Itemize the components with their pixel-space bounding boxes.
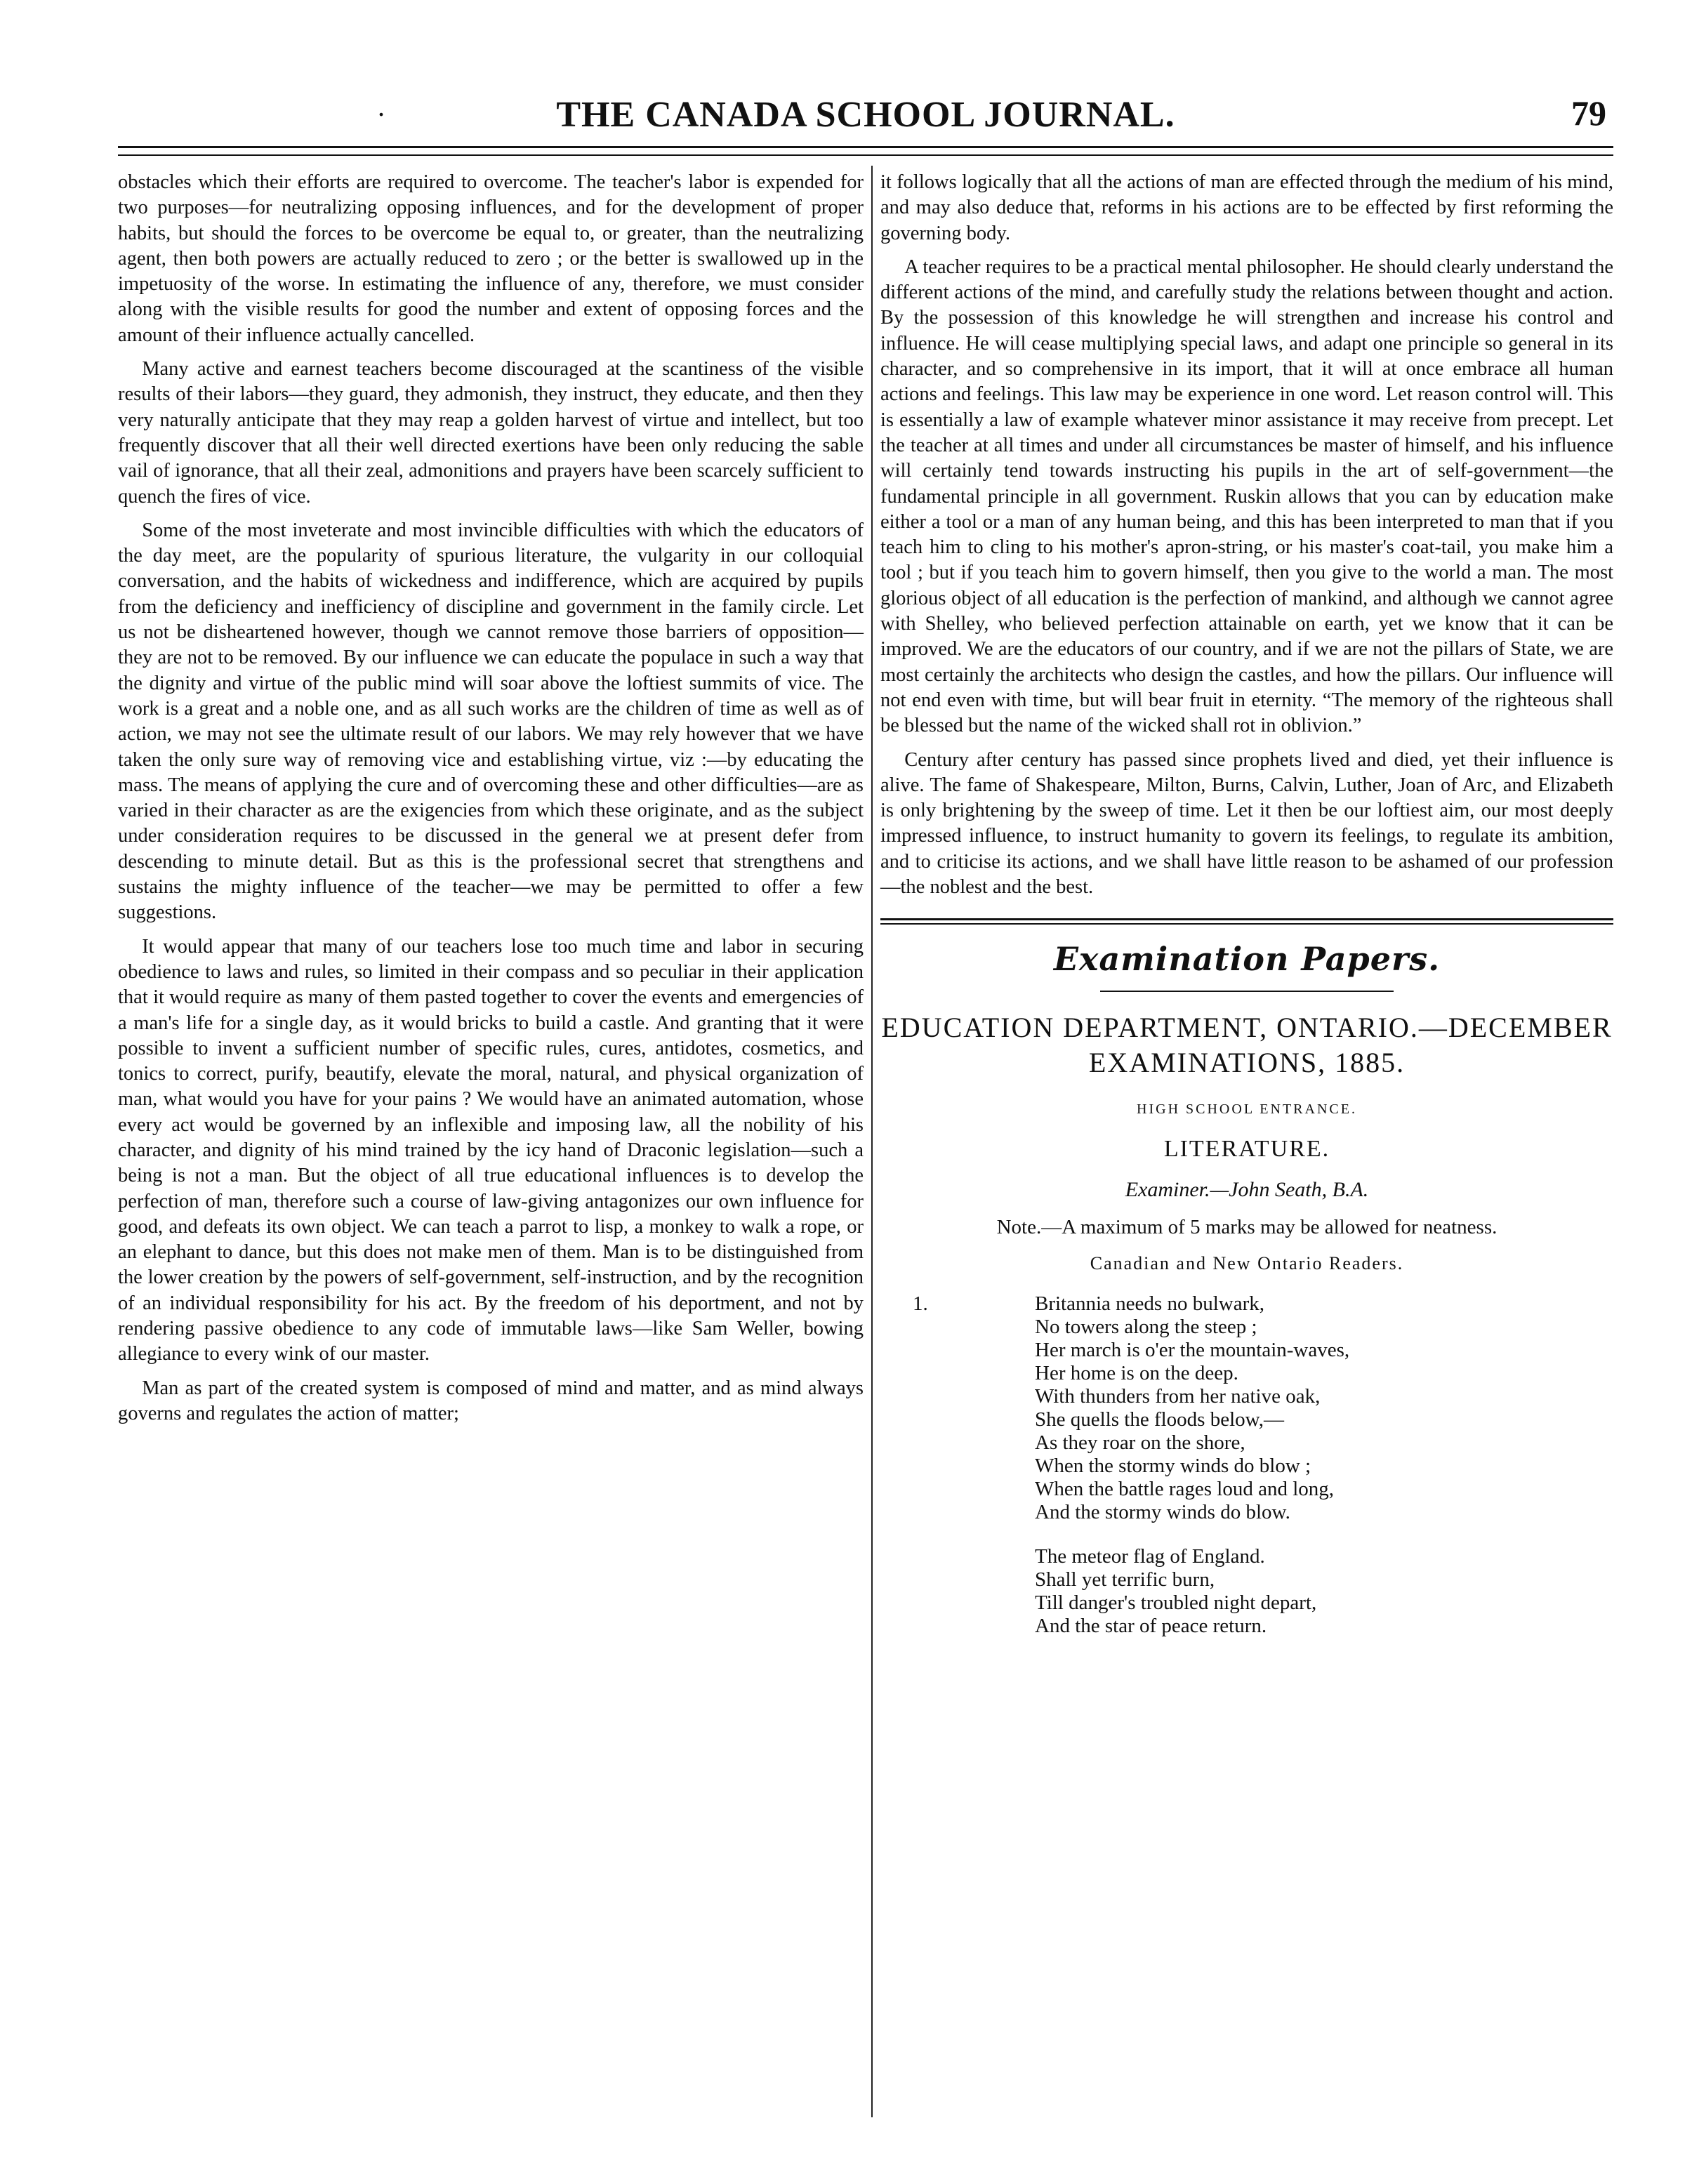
paragraph: obstacles which their efforts are required to overcome. The teacher's labor is expended for two purposes—for neutralizing opposing influences, and for the development of proper habits, but should the forces to be overcome be equal to, or greater, than the neutralizing agent, then both powers are actually reduced to zero ; or the better is swallowed up in the impetuosity of the worse. In estimating the influence of any, therefore, we must consider along with the visible results for good the number and extent of opposing forces and the amount of their influence actually cancelled. [118, 171, 864, 346]
right-column [880, 170, 1613, 1659]
section-title: Examination Papers. [1053, 940, 1441, 979]
header-dot: . [378, 91, 385, 122]
readers-heading: Canadian and New Ontario Readers. [1090, 1253, 1404, 1274]
poem-line: With thunders from her native oak, [1035, 1385, 1321, 1408]
question-number: 1. [913, 1292, 928, 1316]
poem-line: As they roar on the shore, [1035, 1431, 1245, 1455]
page-number: 79 [1571, 93, 1606, 133]
poem-question [880, 1292, 1613, 1638]
poem-stanza-2 [1035, 1545, 1613, 1638]
paragraph: Century after century has passed since prophets lived and died, yet their influence is alive. The fame of Shakespeare, Milton, Burns, Calvin, Luther, Joan of Arc, and Elizabeth is only brightening by the sweep of time. Let it then be our loftiest aim, our most deeply impressed influence, to instruct humanity to govern its feelings, to regulate its ambition, and to criticise its actions, and we shall have little reason to be ashamed of our profession—the noblest and the best. [880, 748, 1613, 899]
poem-line: The meteor flag of England. [1035, 1545, 1265, 1568]
poem-line: And the stormy winds do blow. [1035, 1501, 1290, 1524]
poem-line: Shall yet terrific burn, [1035, 1568, 1215, 1591]
section-title-rule [1100, 991, 1394, 992]
paragraph: Man as part of the created system is composed of mind and matter, and as mind always governs and regulates the action of matter; [118, 1377, 864, 1424]
paragraph: A teacher requires to be a practical mental philosopher. He should clearly understand the different actions of the mind, and carefully study the relations between thought and action. By the possession of this knowledge he will strengthen and increase his control and influence. He will cease multiplying special laws, and adapt one principle so general in its character, and so comprehensive in its import, that it will at once embrace all human actions and feelings. This law may be experience in one word. Let reason control will. This is essentially a law of example whatever minor assistance it may receive from precept. Let the teacher at all times and under all circumstances be master of himself, and his influence will certainly tend towards instructing his pupils in the art of self-government—the fundamental principle in all government. Ruskin allows that you can by education make either a tool or a man of any human being, and this has been interpreted to man that if you teach him to cling to his mother's apron-string, or his master's coat-tail, you make him a tool ; but if you teach him to govern himself, then you give to the world a man. The most glorious object of all education is the perfection of mankind, and although we cannot agree with Shelley, who believed perfection attainable on earth, yet we know that it can be improved. We are the educators of our country, and if we are not the pillars of State, we are most certainly the architects who design the castles, and how the pillars. Our influence will not end even with time, but will bear fruit in eternity. “The memory of the righteous shall be blessed but the name of the wicked shall rot in oblivion.” [880, 256, 1613, 737]
section-rule-secondary [880, 923, 1613, 925]
examiner-line: Examiner.—John Seath, B.A. [1125, 1178, 1369, 1202]
page-header [118, 83, 1613, 139]
poem-stanza-1 [1035, 1292, 1613, 1524]
paragraph: Many active and earnest teachers become discouraged at the scantiness of the visible results of their labors—they guard, they admonish, they instruct, they educate, and then they very naturally anticipate that they may reap a golden harvest of virtue and intellect, but too frequently discover that all their well directed exertions have been only reducing the sable vail of ignorance, that all their zeal, admonitions and prayers have been scarcely sufficient to quench the fires of vice. [118, 358, 864, 508]
poem-line: Her home is on the deep. [1035, 1362, 1238, 1385]
poem-line: Her march is o'er the mountain-waves, [1035, 1339, 1350, 1362]
column-divider [871, 166, 873, 2117]
poem-line: Britannia needs no bulwark, [1035, 1292, 1264, 1316]
poem-line: Till danger's troubled night depart, [1035, 1591, 1317, 1615]
paragraph: Some of the most inveterate and most invincible difficulties with which the educators of the day meet, are the popularity of spurious literature, the vulgarity in our colloquial conversation, and the habits of wickedness and indifference, which are acquired by pupils from the deficiency and inefficiency of discipline and government in the family circle. Let us not be disheartened however, though we cannot remove those barriers of opposition—they are not to be removed. By our influence we can educate the populace in such a way that the dignity and virtue of the public mind will soar above the loftiest summits of vice. The work is a great and a noble one, and as all such works are the children of time as well as of action, we may not see the ultimate result of our labors. We may rely however that we have taken the only sure way of removing vice and establishing virtue, viz :—by educating the mass. The means of applying the cure and of overcoming these and other difficulties—are as varied in their character as are the exigencies from which these originate, and as the subject under consideration requires to be discussed in the general we at present defer from descending to minute detail. But as this is the professional secret that strengthens and sustains the mighty influence of the teacher—we may be permitted to offer a few suggestions. [118, 519, 864, 924]
exam-subject: LITERATURE. [1163, 1136, 1330, 1163]
poem-line: When the battle rages loud and long, [1035, 1478, 1335, 1501]
header-rule [118, 146, 1613, 148]
poem-line: No towers along the steep ; [1035, 1316, 1257, 1339]
poem-line: She quells the floods below,— [1035, 1408, 1284, 1431]
department-heading: EDUCATION DEPARTMENT, ONTARIO.—DECEMBER EXAMINATIONS, 1885. [881, 1012, 1613, 1079]
poem-line: And the star of peace return. [1035, 1615, 1267, 1638]
paragraph: it follows logically that all the actions of man are effected through the medium of his mind, and may also deduce that, reforms in his actions are to be effected by first reforming the governing body. [880, 171, 1613, 244]
header-rule-secondary [118, 154, 1613, 156]
exam-note: Note.—A maximum of 5 marks may be allowed for neatness. [996, 1216, 1498, 1239]
left-column [118, 170, 864, 1435]
poem-line: When the stormy winds do blow ; [1035, 1455, 1311, 1478]
journal-title: THE CANADA SCHOOL JOURNAL. [556, 95, 1175, 135]
exam-level: HIGH SCHOOL ENTRANCE. [1137, 1101, 1357, 1118]
paragraph: It would appear that many of our teachers lose too much time and labor in securing obedience to laws and rules, so limited in their compass and so peculiar in their application that it would require as many of them pasted together to cover the events and emergencies of a man's life for a single day, as it would bricks to build a castle. And granting that it were possible to invent a sufficient number of specific rules, cures, antidotes, cosmetics, and tonics to correct, purify, beautify, elevate the moral, natural, and physical organization of man, what would you have for your pains ? We would have an animated automation, whose every act would be governed by an inflexible and imposing law, all the nobility of his character, and dignity of his mind trained by the icy hand of Draconic legislation—such a being is not a man. But the object of all true educational influences is to develop the perfection of man, therefore such a course of law-giving antagonizes our own influence for good, and defeats its own object. We can teach a parrot to lisp, a monkey to walk a rope, or an elephant to dance, but this does not make men of them. Man is to be distinguished from the lower creation by the powers of self-government, self-instruction, and by the recognition of an individual responsibility for his act. By the freedom of his deportment, and not by rendering passive obedience to any code of immutable laws—like Sam Weller, bowing allegiance to every wink of our master. [118, 935, 864, 1365]
section-rule [880, 918, 1613, 920]
